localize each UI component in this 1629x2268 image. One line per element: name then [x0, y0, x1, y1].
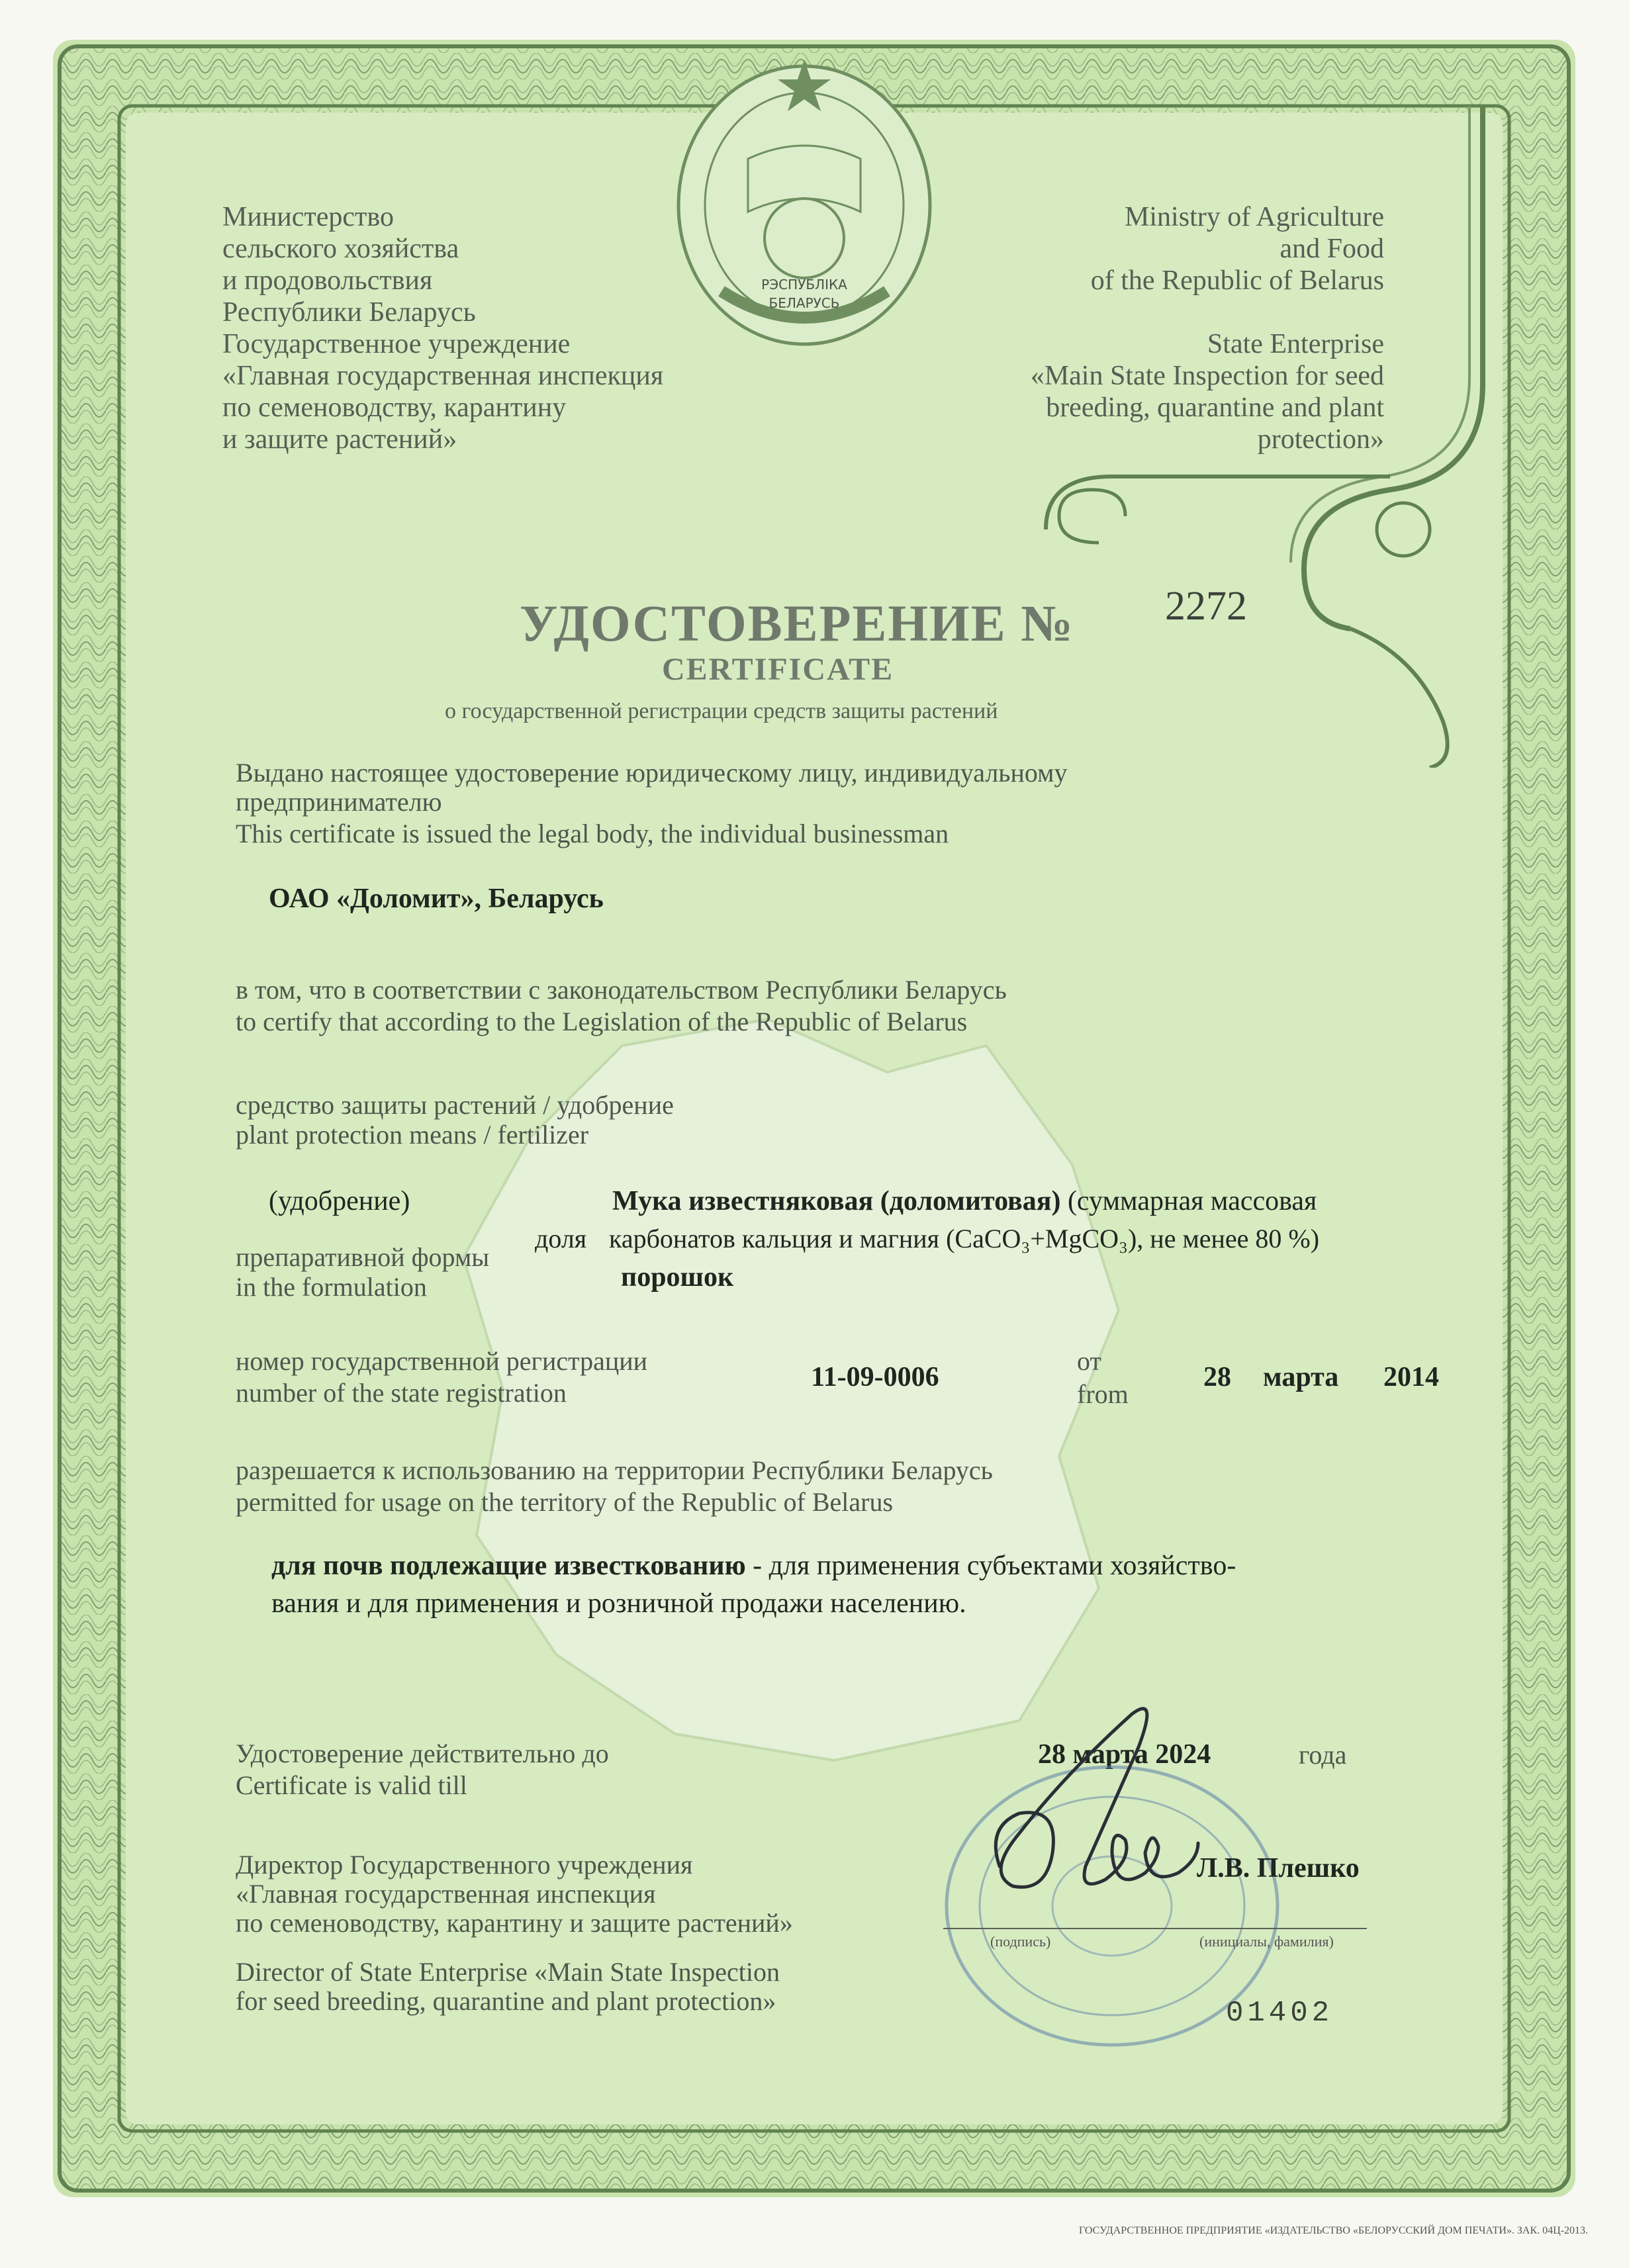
issued-ru-line1: Выдано настоящее удостоверение юридическому лицу, индивидуальному — [236, 758, 1068, 788]
permitted-ru: разрешается к использованию на территории Республики Беларусь — [236, 1455, 993, 1485]
registration-year: 2014 — [1383, 1362, 1439, 1392]
emblem-text-1: РЭСПУБЛІКА — [761, 277, 847, 293]
permitted-use-line1 — [271, 1551, 1236, 1582]
certificate-subtitle: о государственной регистрации средств защиты растений — [445, 699, 998, 723]
director-en-line1: Director of State Enterprise «Main State Inspection — [236, 1957, 780, 1987]
header-left-line5: Государственное учреждение — [222, 329, 571, 359]
header-left-line3: и продовольствия — [222, 265, 433, 296]
formulation-en: in the formulation — [236, 1272, 427, 1302]
product-line2-prefix: доля — [535, 1224, 587, 1253]
permitted-use-detail: - для применения субъектами хозяйство- — [745, 1551, 1236, 1581]
header-left-line4: Республики Беларусь — [222, 297, 476, 328]
registration-month: марта — [1263, 1362, 1339, 1392]
emblem-text-2: БЕЛАРУСЬ — [768, 295, 840, 311]
registration-from-en: from — [1077, 1379, 1129, 1409]
printer-footer: ГОСУДАРСТВЕННОЕ ПРЕДПРИЯТИЕ «ИЗДАТЕЛЬСТВО «БЕЛОРУССКИЙ ДОМ ПЕЧАТИ». ЗАК. 04Ц-2013. — [1079, 2225, 1589, 2236]
director-signature — [960, 1694, 1238, 1959]
header-right-line3: of the Republic of Belarus — [1090, 265, 1384, 296]
registration-ru: номер государственной регистрации — [236, 1346, 648, 1376]
header-right-line4: State Enterprise — [1207, 329, 1384, 359]
header-left-line7: по семеноводству, карантину — [222, 392, 567, 423]
validity-ru: Удостоверение действительно до — [236, 1739, 609, 1768]
name-caption: (инициалы, фамилия) — [1199, 1933, 1334, 1950]
product-name: Мука известняковая (доломитовая) — [612, 1186, 1061, 1216]
director-ru-line2: «Главная государственная инспекция — [236, 1879, 656, 1909]
certificate-number: 2272 — [1165, 584, 1247, 629]
signature-caption: (подпись) — [990, 1933, 1051, 1950]
certificate-holder: ОАО «Доломит», Беларусь — [269, 884, 604, 914]
header-right-line5: «Main State Inspection for seed — [1030, 361, 1384, 391]
legislation-en: to certify that according to the Legislation of the Republic of Belarus — [236, 1007, 968, 1036]
validity-en: Certificate is valid till — [236, 1770, 467, 1800]
registration-en: number of the state registration — [236, 1378, 567, 1408]
permitted-en: permitted for usage on the territory of the Republic of Belarus — [236, 1487, 894, 1517]
serial-number: 01402 — [1226, 1997, 1334, 2030]
header-right-line6: breeding, quarantine and plant — [1046, 392, 1384, 423]
formulation-value: порошок — [621, 1262, 734, 1293]
product-name-line1 — [612, 1186, 1317, 1217]
header-right-line2: and Food — [1280, 234, 1384, 264]
permitted-use: для почв подлежащие известкованию — [271, 1551, 746, 1581]
director-en-line2: for seed breeding, quarantine and plant protection» — [236, 1986, 776, 2016]
signature-line — [943, 1928, 1367, 1929]
formulation-ru: препаративной формы — [236, 1242, 490, 1272]
header-left-line1: Министерство — [222, 202, 394, 232]
registration-number: 11-09-0006 — [811, 1362, 939, 1392]
registration-day: 28 — [1203, 1362, 1231, 1392]
director-ru-line3: по семеноводству, карантину и защите растений» — [236, 1908, 793, 1938]
issued-ru-line2: предпринимателю — [236, 787, 442, 817]
header-left-line8: и защите растений» — [222, 424, 457, 455]
header-left-line6: «Главная государственная инспекция — [222, 361, 664, 391]
validity-year-word: года — [1299, 1740, 1347, 1770]
state-emblem — [669, 40, 940, 351]
issued-en: This certificate is issued the legal body, the individual businessman — [236, 819, 949, 848]
certificate-title-en: CERTIFICATE — [662, 652, 894, 687]
legislation-ru: в том, что в соответствии с законодательством Республики Беларусь — [236, 975, 1007, 1005]
means-type: (удобрение) — [269, 1186, 410, 1216]
validity-date: 28 марта 2024 — [1038, 1739, 1211, 1770]
means-ru: средство защиты растений / удобрение — [236, 1090, 674, 1120]
header-right-line1: Ministry of Agriculture — [1125, 202, 1384, 232]
director-ru-line1: Директор Государственного учреждения — [236, 1850, 693, 1880]
product-name-detail: (суммарная массовая — [1060, 1186, 1317, 1216]
means-en: plant protection means / fertilizer — [236, 1120, 589, 1150]
certificate-title-ru: УДОСТОВЕРЕНИЕ № — [520, 594, 1074, 652]
product-line2: карбонатов кальция и магния (CaCO₃+MgCO₃), не менее 80 %) — [609, 1224, 1320, 1253]
registration-from-ru: от — [1077, 1346, 1101, 1376]
director-name: Л.В. Плешко — [1197, 1853, 1360, 1883]
permitted-use-line2: вания и для применения и розничной продажи населению. — [271, 1588, 966, 1619]
header-right-line7: protection» — [1257, 424, 1384, 455]
header-left-line2: сельского хозяйства — [222, 234, 459, 264]
